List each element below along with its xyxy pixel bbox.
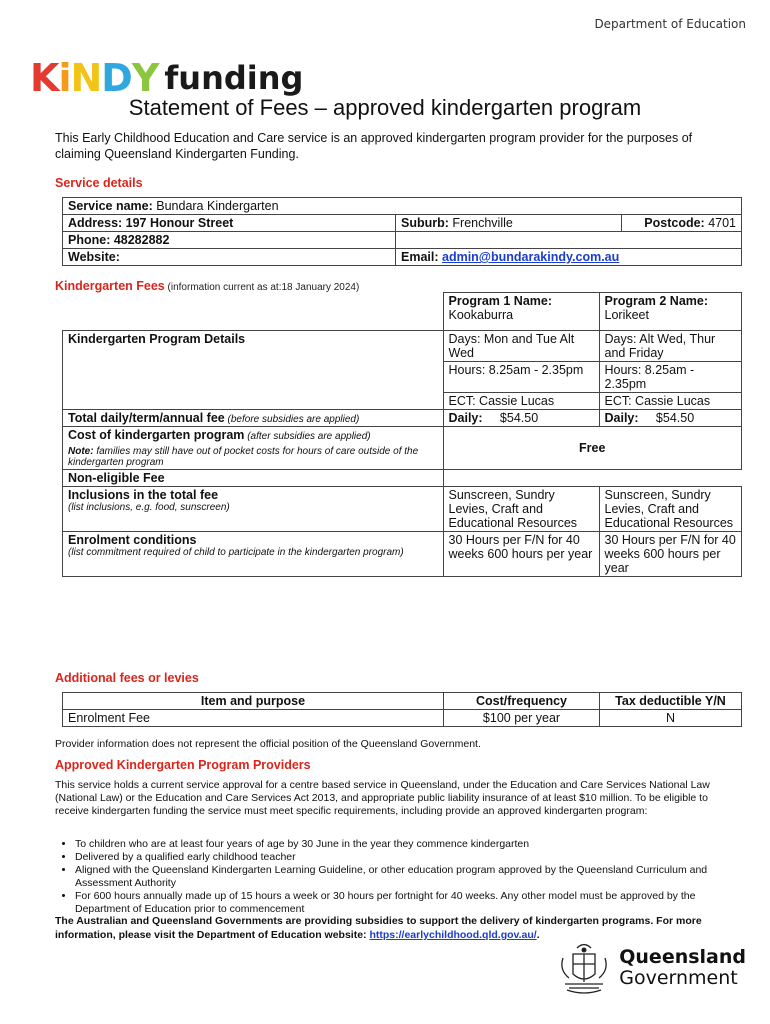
p2-ect: ECT: Cassie Lucas — [599, 393, 742, 410]
providers-paragraph: This service holds a current service approval for a centre based service in Queensland, under the Education and Care Services National Law (National Law) or the Education and Care Services Act 2013, and appropriate public liability insurance of at least $10 million. To be eligible to receive kindergarten funding the service must meet specific requirements, including provide an approved kindergarten program: — [55, 779, 710, 817]
p1-days: Days: Mon and Tue Alt Wed — [443, 331, 599, 362]
qld-line1: Queensland — [619, 946, 746, 968]
email-cell: Email: admin@bundarakindy.com.au — [396, 249, 742, 266]
row-item: Enrolment Fee — [63, 710, 444, 727]
cost-label: Cost of kindergarten program (after subsidies are applied) Note: families may still have out of pocket costs for hours of care outside of the kindergarten program — [63, 427, 444, 470]
cost-value: Free — [443, 427, 742, 470]
logo-letter-n: N — [70, 56, 102, 100]
requirements-list — [55, 838, 725, 916]
non-eligible-label: Non-eligible Fee — [63, 470, 444, 487]
total-fee-label: Total daily/term/annual fee (before subsidies are applied) — [63, 410, 444, 427]
qld-crest-icon — [555, 940, 613, 996]
logo-letter-y: Y — [131, 56, 159, 100]
p2-daily: Daily: $54.50 — [599, 410, 742, 427]
col-item: Item and purpose — [63, 693, 444, 710]
email-link[interactable]: admin@bundarakindy.com.au — [442, 250, 620, 264]
disclaimer: Provider information does not represent the official position of the Queensland Government. — [55, 738, 481, 750]
row-cost: $100 per year — [444, 710, 600, 727]
logo-word: funding — [164, 59, 304, 97]
program-details-label: Kindergarten Program Details — [63, 331, 444, 410]
website-cell: Website: — [63, 249, 396, 266]
p1-daily: Daily: $54.50 — [443, 410, 599, 427]
intro-text: This Early Childhood Education and Care service is an approved kindergarten program provider for the purposes of claiming Queensland Kindergarten Funding. — [55, 131, 693, 161]
kindy-funding-logo — [30, 50, 303, 98]
postcode-cell: Postcode: 4701 — [622, 215, 742, 232]
enrolment-label: Enrolment conditions (list commitment required of child to participate in the kindergarten program) — [63, 532, 444, 577]
p2-days: Days: Alt Wed, Thur and Friday — [599, 331, 742, 362]
providers-heading: Approved Kindergarten Program Providers — [55, 758, 311, 772]
logo-letter-i: i — [58, 56, 71, 100]
phone-cell: Phone: 48282882 — [63, 232, 396, 249]
p2-enrolment: 30 Hours per F/N for 40 weeks 600 hours per year — [599, 532, 742, 577]
logo-letter-d: D — [101, 56, 132, 100]
closing-text: The Australian and Queensland Governments are providing subsidies to support the delivery of kindergarten programs. For more information, please visit the Department of Education website: https://earlychildhood.qld.gov.au/. — [55, 915, 702, 941]
p1-ect: ECT: Cassie Lucas — [443, 393, 599, 410]
p2-hours: Hours: 8.25am - 2.35pm — [599, 362, 742, 393]
col-tax: Tax deductible Y/N — [600, 693, 742, 710]
table-row — [63, 710, 742, 727]
qld-line2: Government — [619, 967, 738, 989]
row-tax: N — [600, 710, 742, 727]
list-item: • Aligned with the Queensland Kindergarten Learning Guideline, or other education program approved by the Queensland Curriculum and Assessment Authority — [75, 864, 725, 890]
fees-table — [62, 292, 742, 577]
website-link[interactable]: https://earlychildhood.qld.gov.au/ — [369, 929, 537, 941]
service-name-cell: Service name: Bundara Kindergarten — [63, 198, 742, 215]
service-details-table — [62, 197, 742, 266]
phone-empty-cell — [396, 232, 742, 249]
department-label: Department of Education — [594, 17, 746, 31]
address-cell: Address: 197 Honour Street — [63, 215, 396, 232]
additional-fees-table — [62, 692, 742, 727]
p1-inclusions: Sunscreen, Sundry Levies, Craft and Educational Resources — [443, 487, 599, 532]
kindergarten-fees-heading: Kindergarten Fees (information current as at:18 January 2024) — [55, 279, 360, 293]
p1-enrolment: 30 Hours per F/N for 40 weeks 600 hours per year — [443, 532, 599, 577]
list-item: • To children who are at least four years of age by 30 June in the year they commence kindergarten — [75, 838, 725, 851]
logo-letter-k: K — [30, 56, 59, 100]
col-cost: Cost/frequency — [444, 693, 600, 710]
suburb-cell: Suburb: Frenchville — [396, 215, 622, 232]
p1-hours: Hours: 8.25am - 2.35pm — [443, 362, 599, 393]
service-details-heading: Service details — [55, 176, 143, 190]
additional-fees-heading: Additional fees or levies — [55, 671, 199, 685]
p2-inclusions: Sunscreen, Sundry Levies, Craft and Educational Resources — [599, 487, 742, 532]
list-item: • Delivered by a qualified early childhood teacher — [75, 851, 725, 864]
list-item: • For 600 hours annually made up of 15 hours a week or 30 hours per fortnight for 40 weeks. Any other model must be approved by the Department of Education prior to commencement — [75, 890, 725, 916]
inclusions-label: Inclusions in the total fee (list inclusions, e.g. food, sunscreen) — [63, 487, 444, 532]
program1-header: Program 1 Name: Kookaburra — [443, 293, 599, 331]
program2-header: Program 2 Name: Lorikeet — [599, 293, 742, 331]
document-title: Statement of Fees – approved kindergarten program — [128, 95, 642, 120]
queensland-government-logo — [555, 940, 746, 996]
